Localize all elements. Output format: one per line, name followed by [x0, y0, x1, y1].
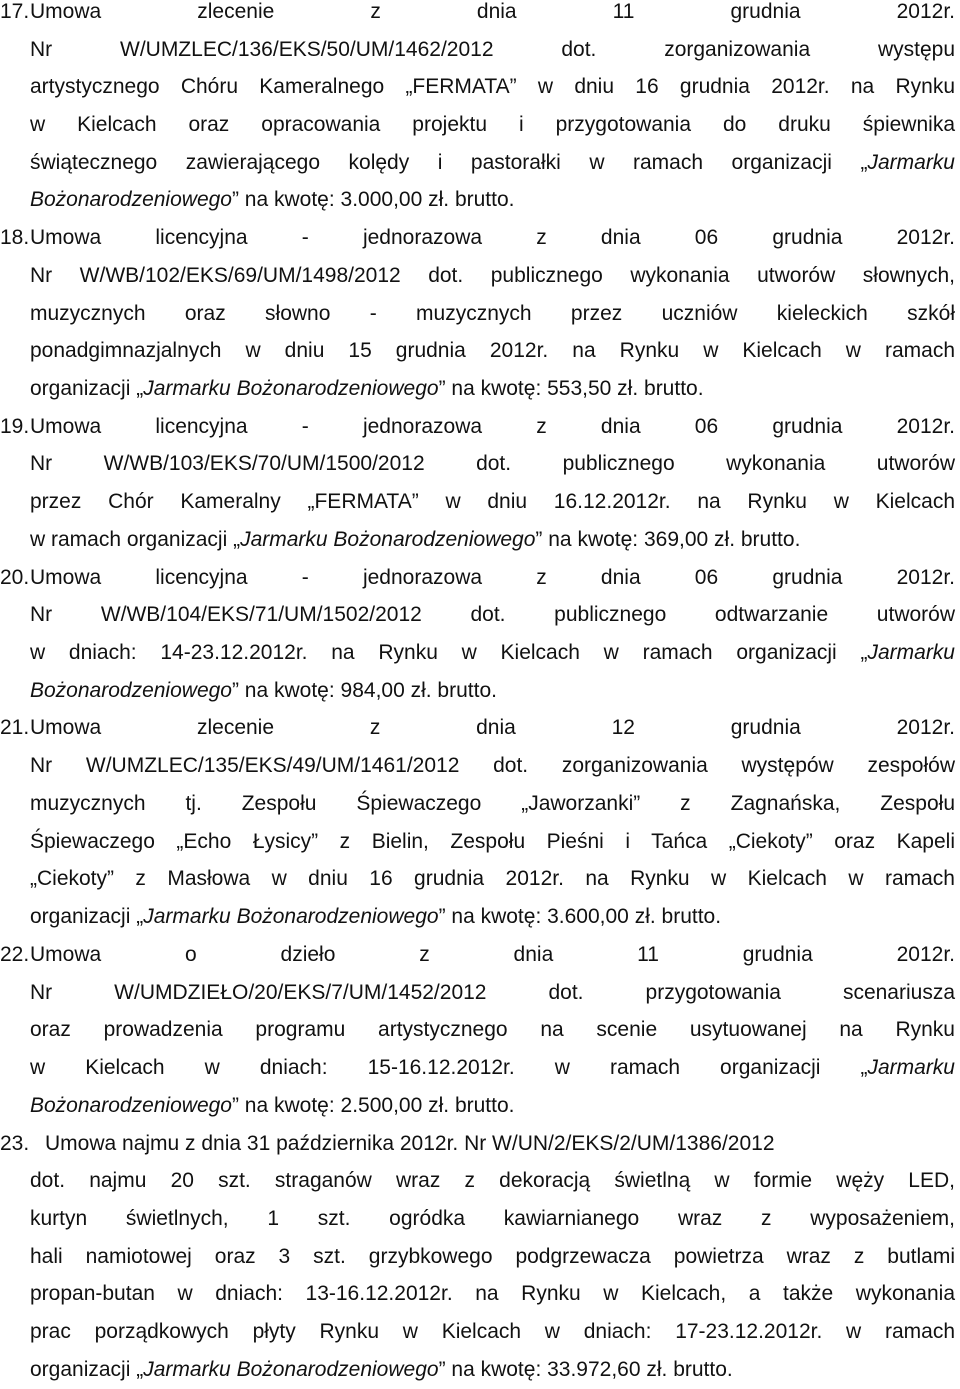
item-18-line-2: Nr W/WB/102/EKS/69/UM/1498/2012 dot. publicznego wykonania utworów słownych,: [30, 264, 955, 287]
item-21-line-2: Nr W/UMZLEC/135/EKS/49/UM/1461/2012 dot. zorganizowania występów zespołów: [30, 754, 955, 777]
item-21-line-4: Śpiewaczego „Echo Łysicy” z Bielin, Zespołu Pieśni i Tańca „Ciekoty” oraz Kapeli: [30, 830, 955, 853]
item-19-line-1: 19.Umowa licencyjna - jednorazowa z dnia 06 grudnia 2012r.: [0, 408, 955, 446]
item-20-line-4: Bożonarodzeniowego” na kwotę: 984,00 zł. brutto.: [30, 679, 497, 702]
item-21-line-6: organizacji „Jarmarku Bożonarodzeniowego” na kwotę: 3.600,00 zł. brutto.: [30, 905, 722, 928]
item-23-line-1: 23. Umowa najmu z dnia 31 października 2012r. Nr W/UN/2/EKS/2/UM/1386/2012: [0, 1125, 955, 1163]
item-21-line-1: 21.Umowa zlecenie z dnia 12 grudnia 2012r.: [0, 709, 955, 747]
item-number: 23.: [0, 1132, 30, 1155]
item-22-line-3: oraz prowadzenia programu artystycznego na scenie usytuowanej na Rynku: [30, 1018, 955, 1041]
item-17-line-3: artystycznego Chóru Kameralnego „FERMATA” w dniu 16 grudnia 2012r. na Rynku: [30, 75, 955, 98]
item-20-line-2: Nr W/WB/104/EKS/71/UM/1502/2012 dot. publicznego odtwarzanie utworów: [30, 603, 955, 626]
item-17-line-6: Bożonarodzeniowego” na kwotę: 3.000,00 zł. brutto.: [30, 188, 515, 211]
item-20-line-3: w dniach: 14-23.12.2012r. na Rynku w Kielcach w ramach organizacji „Jarmarku: [30, 641, 955, 664]
item-number: 22.: [0, 943, 30, 966]
item-17-line-1: 17.Umowa zlecenie z dnia 11 grudnia 2012r.: [0, 0, 955, 31]
item-21-line-3: muzycznych tj. Zespołu Śpiewaczego „Jaworzanki” z Zagnańska, Zespołu: [30, 792, 955, 815]
item-18-line-4: ponadgimnazjalnych w dniu 15 grudnia 2012r. na Rynku w Kielcach w ramach: [30, 339, 955, 362]
item-20-line-1: 20.Umowa licencyjna - jednorazowa z dnia 06 grudnia 2012r.: [0, 559, 955, 597]
item-18-line-5: organizacji „Jarmarku Bożonarodzeniowego” na kwotę: 553,50 zł. brutto.: [30, 377, 704, 400]
item-22-line-5: Bożonarodzeniowego” na kwotę: 2.500,00 zł. brutto.: [30, 1094, 515, 1117]
item-number: 20.: [0, 566, 30, 589]
item-22-line-1: 22.Umowa o dzieło z dnia 11 grudnia 2012r.: [0, 936, 955, 974]
item-number: 18.: [0, 226, 30, 249]
item-23-line-2: dot. najmu 20 szt. straganów wraz z dekoracją świetlną w formie węży LED,: [30, 1169, 955, 1192]
item-number: 19.: [0, 415, 30, 438]
item-19-line-4: w ramach organizacji „Jarmarku Bożonarodzeniowego” na kwotę: 369,00 zł. brutto.: [30, 528, 801, 551]
item-23-line-5: propan-butan w dniach: 13-16.12.2012r. na Rynku w Kielcach, a także wykonania: [30, 1282, 955, 1305]
item-number: 21.: [0, 716, 30, 739]
item-19-line-3: przez Chór Kameralny „FERMATA” w dniu 16.12.2012r. na Rynku w Kielcach: [30, 490, 955, 513]
item-17-line-4: w Kielcach oraz opracowania projektu i przygotowania do druku śpiewnika: [30, 113, 955, 136]
item-19-line-2: Nr W/WB/103/EKS/70/UM/1500/2012 dot. publicznego wykonania utworów: [30, 452, 955, 475]
item-23-line-7: organizacji „Jarmarku Bożonarodzeniowego” na kwotę: 33.972,60 zł. brutto.: [30, 1358, 733, 1381]
item-18-line-3: muzycznych oraz słowno - muzycznych przez uczniów kieleckich szkół: [30, 302, 955, 325]
item-23-line-3: kurtyn świetlnych, 1 szt. ogródka kawiarnianego wraz z wyposażeniem,: [30, 1207, 955, 1230]
item-23-line-6: prac porządkowych płyty Rynku w Kielcach w dniach: 17-23.12.2012r. w ramach: [30, 1320, 955, 1343]
item-22-line-4: w Kielcach w dniach: 15-16.12.2012r. w ramach organizacji „Jarmarku: [30, 1056, 955, 1079]
item-17-line-5: świątecznego zawierającego kolędy i pastorałki w ramach organizacji „Jarmarku: [30, 151, 955, 174]
item-number: 17.: [0, 0, 30, 23]
item-22-line-2: Nr W/UMDZIEŁO/20/EKS/7/UM/1452/2012 dot. przygotowania scenariusza: [30, 981, 955, 1004]
item-23-line-4: hali namiotowej oraz 3 szt. grzybkowego podgrzewacza powietrza wraz z butlami: [30, 1245, 955, 1268]
item-21-line-5: „Ciekoty” z Masłowa w dniu 16 grudnia 2012r. na Rynku w Kielcach w ramach: [30, 867, 955, 890]
item-17-line-2: Nr W/UMZLEC/136/EKS/50/UM/1462/2012 dot. zorganizowania występu: [30, 38, 955, 61]
item-18-line-1: 18.Umowa licencyjna - jednorazowa z dnia 06 grudnia 2012r.: [0, 219, 955, 257]
